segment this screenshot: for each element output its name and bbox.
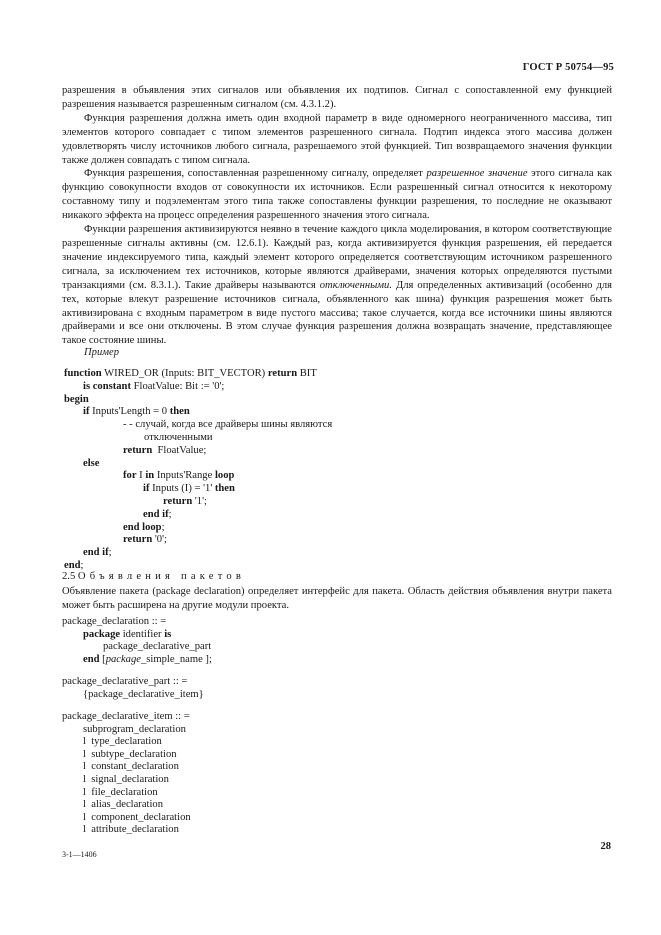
code-line: end loop; xyxy=(123,521,165,533)
code-line: end; xyxy=(64,559,84,571)
code-line: for I in Inputs'Range loop xyxy=(123,470,235,482)
section-number: 2.5 xyxy=(62,571,76,582)
grammar-item: l subtype_declaration xyxy=(83,748,177,760)
section-heading xyxy=(62,571,245,582)
grammar-line: package_declarative_part :: = xyxy=(62,676,188,687)
code-line: end if; xyxy=(83,547,112,559)
grammar-item: l component_declaration xyxy=(83,811,191,823)
grammar-line: package_declaration :: = xyxy=(62,616,167,627)
paragraph xyxy=(62,223,612,348)
text-run: Функция разрешения, сопоставленная разрешенному сигналу, определяет xyxy=(84,168,427,180)
italic-term: разрешенное значение xyxy=(426,168,528,180)
grammar-item: l file_declaration xyxy=(83,786,158,798)
grammar-line: package identifier is xyxy=(83,628,172,640)
code-line: function WIRED_OR (Inputs: BIT_VECTOR) return BIT xyxy=(64,368,317,379)
paragraph: Функция разрешения должна иметь один входной параметр в виде одномерного неограниченного массива, тип элементов которого совпадает с типом элементов разрешенного сигнала. Подтип индекса этого массива должен удовлетворять числу источников любого сигнала, разрешаемого этой функцией. Тип возвращаемого значения функции также должен совпадать с типом сигнала. xyxy=(62,112,612,166)
text-run: этого сигнала как функцию совокупности входов от совокупности их источников. Если разрешенный сигнал относится к некоторому составному типу и подэлементам этого типа также сопоставлены функции разрешения, то последние не оказывают никакого эффекта на процесс определения разрешенного значения этого сигнала. xyxy=(62,168,612,222)
grammar-line: package_declarative_part xyxy=(103,641,212,653)
code-line: return '0'; xyxy=(123,534,167,546)
code-comment: отключенными xyxy=(144,431,213,443)
code-line: begin xyxy=(64,393,89,405)
grammar-line: end [package_simple_name ]; xyxy=(83,653,212,665)
paragraph: разрешения в объявления этих сигналов или объявления их подтипов. Сигнал с сопоставленной ему функцией разрешения называется разрешенным сигналом (см. 4.3.1.2). xyxy=(62,85,612,110)
code-line: end if; xyxy=(143,508,172,520)
italic-term: отключенными. xyxy=(319,279,392,291)
grammar-item: l constant_declaration xyxy=(83,761,179,773)
code-line: else xyxy=(83,457,100,469)
example-label: Пример xyxy=(84,347,120,358)
code-example xyxy=(62,368,332,573)
grammar-item: l type_declaration xyxy=(83,736,162,748)
code-comment: - - случай, когда все драйверы шины являются xyxy=(123,419,333,431)
code-line: return '1'; xyxy=(163,495,207,507)
grammar-line: {package_declarative_item} xyxy=(83,688,204,700)
text-run: Функции разрешения активизируются неявно в течение каждого цикла моделирования, в котором соответствующие разрешенные сигналы активны (см. 12.6.1). Каждый раз, когда активизируется функция разрешения, ей передается значение индексируемого типа, каждый элемент которого определяется соответствующим источником разрешенного сигнала, за исключением тех источников, которые являются драйверами, значения которых определяются пустыми транзакциями (см. 8.3.1.). Такие драйверы называются xyxy=(62,224,612,291)
grammar-item: l attribute_declaration xyxy=(83,824,179,836)
page-number: 28 xyxy=(600,841,611,852)
code-line: is constant FloatValue: Bit := '0'; xyxy=(83,380,225,392)
section-text: Объявление пакета (package declaration) определяет интерфейс для пакета. Область действия объявления внутри пакета может быть расширена на другие модули проекта. xyxy=(62,586,612,611)
code-line: if Inputs (I) = '1' then xyxy=(143,483,235,495)
grammar-rule xyxy=(62,616,212,666)
paragraph xyxy=(62,167,612,223)
grammar-line: package_declarative_item :: = xyxy=(62,711,190,722)
code-line: if Inputs'Length = 0 then xyxy=(83,406,190,418)
grammar-item: subprogram_declaration xyxy=(83,723,186,735)
grammar-rule xyxy=(62,711,191,837)
grammar-item: l alias_declaration xyxy=(83,799,164,811)
print-code: 3-1—1406 xyxy=(62,850,97,859)
grammar-item: l signal_declaration xyxy=(83,773,169,785)
body-text xyxy=(62,84,612,348)
section-title: Объявления пакетов xyxy=(77,571,246,582)
code-line: return FloatValue; xyxy=(123,444,207,456)
grammar-rule xyxy=(62,676,204,701)
standard-header: ГОСТ Р 50754—95 xyxy=(522,62,614,73)
text-run: Для определенных активизаций (особенно для тех, которые влекут разрешение источников сигнала, объявленного как шина) функция разрешения может быть активизирована с входным параметром в виде пустого массива; такое случается, когда все источники шины являются драйверами и все они отключены. В этом случае функция разрешения должна возвращать значение, представляющее такое состояние шины. xyxy=(62,279,612,347)
